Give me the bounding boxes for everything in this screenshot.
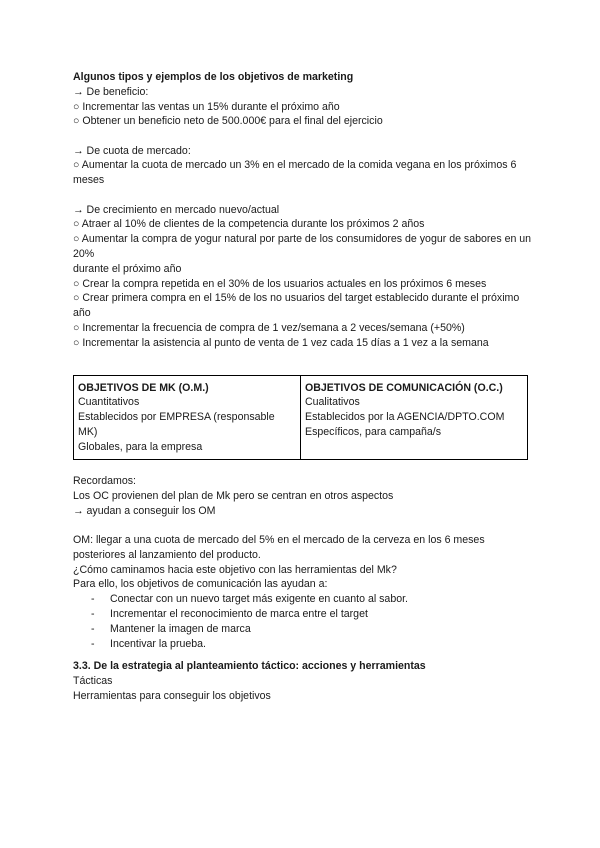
list-item: - Conectar con un nuevo target más exigente en cuanto al sabor. xyxy=(91,592,533,607)
list-item: - Incentivar la prueba. xyxy=(91,637,533,652)
recap-label: Recordamos: xyxy=(73,475,136,488)
table-header-om: OBJETIVOS DE MK (O.M.) xyxy=(78,381,209,394)
table-line: Específicos, para campaña/s xyxy=(305,425,442,438)
market-share-heading: → De cuota de mercado: xyxy=(73,144,191,157)
om-bullet-list xyxy=(73,592,533,651)
list-item: ○ Crear la compra repetida en el 30% de los usuarios actuales en los próximos 6 meses xyxy=(73,277,487,290)
recap-line: Los OC provienen del plan de Mk pero se centran en otros aspectos xyxy=(73,489,394,502)
list-item: ○ Incrementar la asistencia al punto de venta de 1 vez cada 15 días a 1 vez a la semana xyxy=(73,336,489,349)
list-item: ○ Incrementar las ventas un 15% durante el próximo año xyxy=(73,100,340,113)
om-example: OM: llegar a una cuota de mercado del 5% en el mercado de la cerveza en los 6 meses posteriores al lanzamiento del producto. xyxy=(73,533,485,561)
list-item: durante el próximo año xyxy=(73,262,182,275)
list-item: - Incrementar el reconocimiento de marca entre el target xyxy=(91,607,533,622)
list-item: ○ Aumentar la cuota de mercado un 3% en el mercado de la comida vegana en los próximos 6 meses xyxy=(73,159,517,187)
recap-line: → ayudan a conseguir los OM xyxy=(73,504,216,517)
list-item: - Mantener la imagen de marca xyxy=(91,622,533,637)
objectives-comparison-table xyxy=(73,375,528,460)
list-item: ○ Aumentar la compra de yogur natural por parte de los consumidores de yogur de sabores en un 20% xyxy=(73,233,532,260)
growth-heading: → De crecimiento en mercado nuevo/actual xyxy=(73,203,280,216)
list-item: ○ Obtener un beneficio neto de 500.000€ para el final del ejercicio xyxy=(73,115,383,128)
table-header-oc: OBJETIVOS DE COMUNICACIÓN (O.C.) xyxy=(305,381,503,394)
benefit-heading: → De beneficio: xyxy=(73,85,149,98)
table-line: Cuantitativos xyxy=(78,396,140,409)
list-item: ○ Incrementar la frecuencia de compra de 1 vez/semana a 2 veces/semana (+50%) xyxy=(73,321,465,334)
table-cell-oc xyxy=(301,375,528,459)
table-line: Establecidos por EMPRESA (responsable MK) xyxy=(78,411,275,438)
table-cell-om xyxy=(74,375,301,459)
tactics-line: Herramientas para conseguir los objetivos xyxy=(73,689,271,702)
list-item: ○ Crear primera compra en el 15% de los no usuarios del target establecido durante el próximo año xyxy=(73,292,520,320)
table-line: Establecidos por la AGENCIA/DPTO.COM xyxy=(305,411,505,424)
section-title-objectives: Algunos tipos y ejemplos de los objetivos de marketing xyxy=(73,71,354,83)
table-line: Globales, para la empresa xyxy=(78,440,203,453)
table-line: Cualitativos xyxy=(305,396,360,409)
om-intro: Para ello, los objetivos de comunicación las ayudan a: xyxy=(73,578,328,591)
list-item: ○ Atraer al 10% de clientes de la competencia durante los próximos 2 años xyxy=(73,218,425,231)
section-title-tactics: 3.3. De la estrategia al planteamiento táctico: acciones y herramientas xyxy=(73,660,426,673)
om-question: ¿Cómo caminamos hacia este objetivo con las herramientas del Mk? xyxy=(73,563,397,576)
tactics-line: Tácticas xyxy=(73,675,113,688)
document-page xyxy=(73,70,533,704)
